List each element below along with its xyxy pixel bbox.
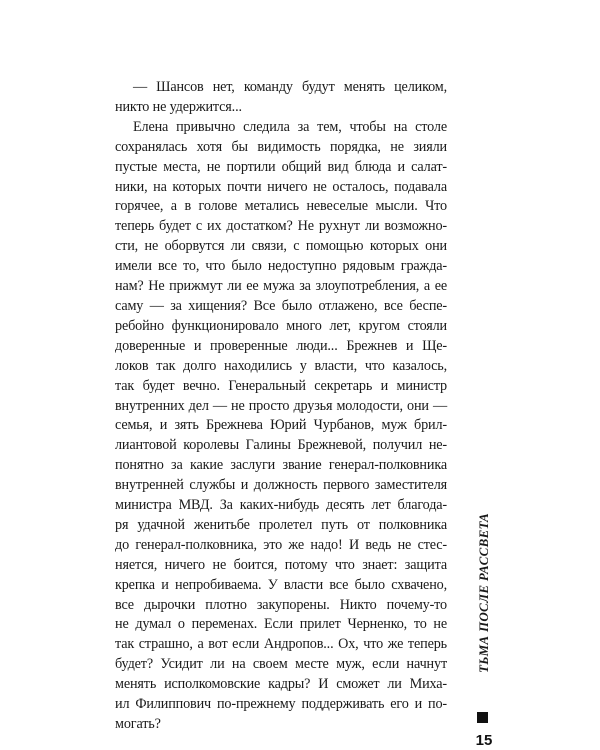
square-marker-icon (477, 712, 488, 723)
text-line: — Шансов нет, команду будут менять целиком, (133, 79, 447, 95)
text-line: никто не удержится... (115, 98, 242, 115)
text-line: так страшно, а вот если Андропов... Ох, что же теперь (115, 636, 447, 653)
text-line: ники, на которых почти ничего не осталось, подавала (115, 178, 447, 195)
text-line: локов так долго находились у власти, что казалось, (115, 357, 447, 374)
text-line: ря удачной женитьбе пролетел путь от полковника (115, 516, 447, 533)
text-line: горячее, а в голове метались невеселые мысли. Что (115, 198, 447, 215)
text-line: внутренних дел — не просто друзья молодости, они — (115, 397, 447, 414)
body-text (115, 78, 447, 735)
text-line: няется, ничего не боится, потому что знает: защита (115, 556, 447, 573)
text-line: нам? Не прижмут ли ее мужа за злоупотребления, а ее (115, 278, 447, 295)
page-number: 15 (475, 732, 493, 749)
text-line: могать? (115, 716, 161, 732)
text-line: внутренней службы и должность первого заместителя (115, 477, 447, 494)
text-line: будет? Усидит ли на своем месте муж, если начнут (115, 656, 447, 673)
text-line: Елена привычно следила за тем, чтобы на столе (133, 118, 447, 135)
text-line: министра МВД. За каких-нибудь десять лет благода- (115, 497, 447, 514)
text-line: имели все то, что было недоступно рядовым гражда- (115, 258, 447, 275)
text-line: ребойно функционировало много лет, кругом стояли (115, 317, 447, 334)
text-line: ил Филиппович по-прежнему поддерживать его и по- (115, 696, 447, 713)
text-line: все дырочки плотно закупорены. Никто почему-то (115, 596, 447, 613)
text-line: сти, не оборвутся ли связи, с помощью которых они (115, 238, 447, 255)
text-line: пустые места, не портили общий вид блюда и салат- (115, 158, 447, 175)
text-line: до генерал-полковника, это же надо! И ведь не стес- (115, 536, 447, 553)
text-line: сохранялась хотя бы видимость порядка, не зияли (115, 138, 447, 155)
text-line: менять исполкомовские кадры? И сможет ли Миха- (115, 676, 447, 693)
text-line: так будет вечно. Генеральный секретарь и министр (115, 377, 447, 394)
text-line: доверенные и проверенные люди... Брежнев и Щe- (115, 337, 447, 354)
text-line: саму — за хищения? Все было отлажено, все беспе- (115, 297, 447, 314)
text-line: семья, и зять Брежнева Юрий Чурбанов, муж брил- (115, 417, 447, 434)
running-title-text: ТЬМА ПОСЛЕ РАССВЕТА (476, 513, 491, 673)
text-line: лиантовой королевы Галины Брежневой, получил не- (115, 437, 447, 454)
text-line: теперь будет с их достатком? Не рухнут ли возможно- (115, 218, 447, 235)
running-title (474, 488, 494, 698)
text-line: крепка и непробиваема. У власти все было схвачено, (115, 576, 447, 593)
text-line: понятно за какие заслуги звание генерал-полковника (115, 457, 447, 474)
text-line: не думал о переменах. Если прилет Черненко, то не (115, 616, 447, 633)
